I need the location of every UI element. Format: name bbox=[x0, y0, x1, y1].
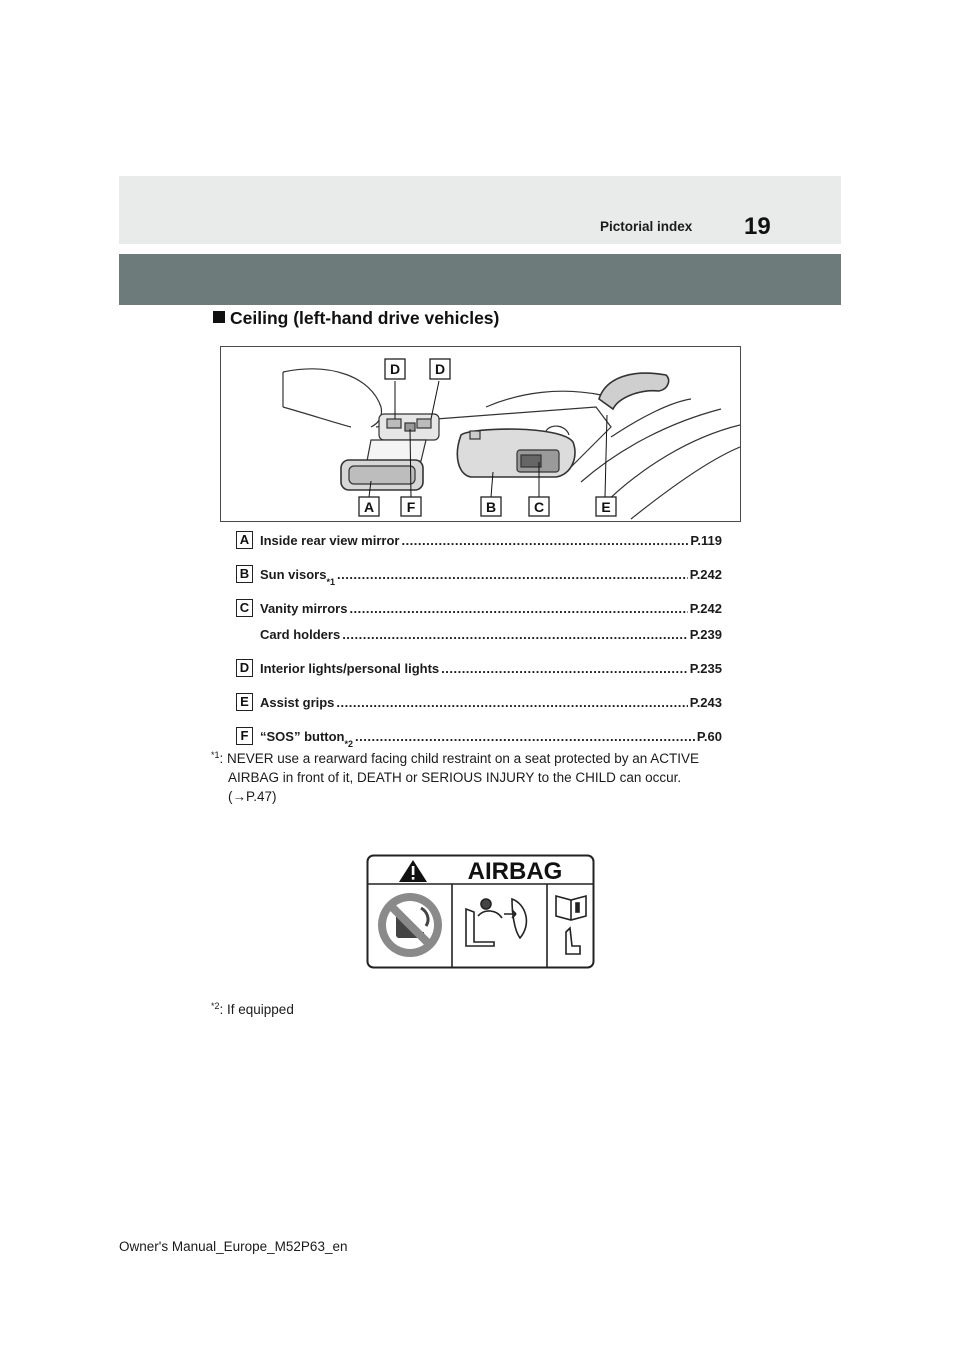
legend-item-c-card-holders bbox=[236, 624, 724, 658]
legend-letter: D bbox=[236, 659, 253, 677]
legend-entry[interactable] bbox=[260, 661, 722, 676]
legend-list bbox=[236, 530, 724, 760]
windshield-edge bbox=[283, 369, 382, 427]
door-frame-line-3 bbox=[601, 425, 740, 507]
legend-entry[interactable] bbox=[260, 627, 722, 642]
footnote-1 bbox=[211, 749, 741, 806]
legend-label: “SOS” button bbox=[260, 729, 345, 744]
light-lens-left bbox=[387, 419, 401, 428]
footnote-1-marker: *1 bbox=[211, 750, 220, 760]
legend-entry[interactable]: “SOS” button *2 ..... P.60 bbox=[260, 729, 722, 744]
leader-dots bbox=[337, 567, 688, 582]
svg-text:D: D bbox=[389, 361, 401, 377]
legend-entry[interactable] bbox=[260, 601, 722, 616]
assist-grip-shape bbox=[599, 373, 669, 409]
legend-letter: E bbox=[236, 693, 253, 711]
footnote-2-marker: *2 bbox=[211, 1001, 220, 1011]
legend-item-b bbox=[236, 564, 724, 598]
legend-letter: A bbox=[236, 531, 253, 549]
windshield-lower-edge bbox=[283, 407, 351, 427]
page-ref-link[interactable]: P.242 bbox=[689, 601, 722, 616]
light-lens-right bbox=[417, 419, 431, 428]
callout-b bbox=[481, 497, 501, 516]
airbag-label-svg bbox=[366, 854, 595, 969]
legend-entry[interactable] bbox=[260, 533, 722, 548]
page-ref-link[interactable]: P.60 bbox=[696, 729, 722, 744]
callout-c bbox=[529, 497, 549, 516]
svg-text:E: E bbox=[601, 499, 611, 515]
leader-dots bbox=[336, 695, 687, 710]
leader-dots bbox=[342, 627, 688, 642]
legend-item-a bbox=[236, 530, 724, 564]
callout-a bbox=[359, 497, 379, 516]
mirror-glass bbox=[349, 466, 415, 484]
mirror-mount bbox=[367, 440, 426, 461]
legend-item-c bbox=[236, 598, 724, 624]
legend-label: Card holders bbox=[260, 627, 341, 642]
section-title: Pictorial index bbox=[600, 219, 693, 234]
legend-letter: B bbox=[236, 565, 253, 583]
legend-letter: C bbox=[236, 599, 253, 617]
page-number: 19 bbox=[744, 213, 771, 240]
door-frame-line-1 bbox=[611, 399, 691, 437]
page-ref-link[interactable]: P.242 bbox=[689, 567, 722, 582]
legend-letter: F bbox=[236, 727, 253, 745]
page-ref-link[interactable]: P.119 bbox=[690, 533, 722, 548]
no-rear-facing-child-seat-icon bbox=[378, 893, 442, 957]
callout-f bbox=[401, 497, 421, 516]
roof-contour bbox=[486, 391, 601, 407]
footnote-2-text: : If equipped bbox=[219, 1002, 294, 1017]
ceiling-illustration-svg bbox=[221, 347, 740, 521]
legend-label: Sun visors bbox=[260, 567, 327, 582]
airbag-title: AIRBAG bbox=[467, 858, 563, 885]
card-holder-shape bbox=[521, 455, 541, 467]
legend-label: Inside rear view mirror bbox=[260, 533, 400, 548]
door-frame-line-2 bbox=[581, 409, 721, 482]
leader-d-right bbox=[431, 381, 439, 419]
callout-d-right bbox=[430, 359, 450, 379]
legend-item-d bbox=[236, 658, 724, 692]
header-band bbox=[119, 176, 841, 244]
legend-entry[interactable]: Sun visors *1 ..... P.242 bbox=[260, 567, 722, 582]
svg-text:B: B bbox=[485, 499, 497, 515]
svg-text:D: D bbox=[434, 361, 446, 377]
footnote-1-text-cont: AIRBAG in front of it, DEATH or SERIOUS INJURY to the CHILD can occur. bbox=[228, 770, 682, 785]
ceiling-illustration bbox=[220, 346, 741, 522]
legend-entry[interactable] bbox=[260, 695, 722, 710]
page-ref-link[interactable]: P.239 bbox=[689, 627, 722, 642]
section-divider-band bbox=[119, 254, 841, 305]
airbag-warning-label bbox=[366, 854, 595, 974]
leader-dots bbox=[355, 729, 695, 744]
leader-dots bbox=[349, 601, 687, 616]
footnote-1-page-ref[interactable]: (→P.47) bbox=[228, 789, 277, 804]
svg-text:A: A bbox=[363, 499, 375, 515]
footer-manual-id: Owner's Manual_Europe_M52P63_en bbox=[119, 1239, 348, 1254]
leader-dots bbox=[441, 661, 688, 676]
page-ref-link[interactable]: P.235 bbox=[689, 661, 722, 676]
legend-label: Interior lights/personal lights bbox=[260, 661, 440, 676]
visor-clip bbox=[470, 431, 480, 439]
door-frame-line-4 bbox=[631, 447, 740, 519]
footnote-2 bbox=[211, 1000, 294, 1019]
page-ref-link[interactable]: P.243 bbox=[689, 695, 722, 710]
footnote-1-text: : NEVER use a rearward facing child restraint on a seat protected by an ACTIVE bbox=[219, 751, 700, 766]
legend-label: Vanity mirrors bbox=[260, 601, 348, 616]
svg-text:C: C bbox=[533, 499, 545, 515]
svg-text:F: F bbox=[406, 499, 416, 515]
subsection-title bbox=[213, 308, 499, 329]
legend-label: Assist grips bbox=[260, 695, 335, 710]
legend-item-e bbox=[236, 692, 724, 726]
callout-d-left bbox=[385, 359, 405, 379]
leader-e bbox=[605, 415, 607, 497]
subsection-title-text: Ceiling (left-hand drive vehicles) bbox=[230, 308, 500, 328]
leader-dots bbox=[401, 533, 688, 548]
callout-e bbox=[596, 497, 616, 516]
square-bullet-icon bbox=[213, 311, 225, 323]
